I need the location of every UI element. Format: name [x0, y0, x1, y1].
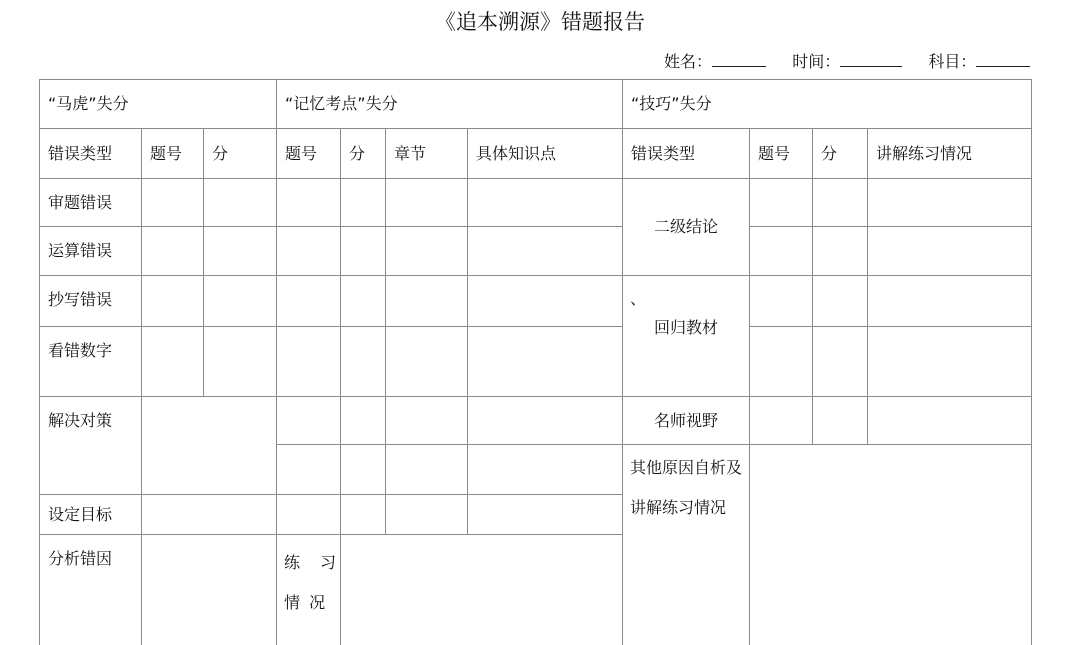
- cell[interactable]: [868, 276, 1032, 327]
- section-skill: “技巧”失分: [623, 80, 1032, 129]
- col-question-no: 题号: [142, 129, 204, 179]
- cell[interactable]: [386, 445, 468, 495]
- row-calc-error: 运算错误: [40, 227, 142, 276]
- report-meta: [664, 49, 1030, 72]
- cell[interactable]: [468, 495, 623, 535]
- row-set-goal: 设定目标: [40, 495, 142, 535]
- cell[interactable]: [750, 397, 813, 445]
- cell[interactable]: [142, 276, 204, 327]
- other-reason-cell[interactable]: [750, 445, 1032, 645]
- cell[interactable]: [204, 327, 277, 397]
- cell[interactable]: [277, 179, 341, 227]
- analyze-cause-cell[interactable]: [142, 535, 277, 645]
- cell[interactable]: [868, 397, 1032, 445]
- cell[interactable]: [277, 495, 341, 535]
- practice-line-2: 情 况: [284, 593, 328, 612]
- cell[interactable]: [204, 227, 277, 276]
- cell[interactable]: [868, 327, 1032, 397]
- cell[interactable]: [868, 179, 1032, 227]
- cell[interactable]: [813, 227, 868, 276]
- cell[interactable]: [813, 179, 868, 227]
- cell[interactable]: [868, 227, 1032, 276]
- col-explain-practice: 讲解练习情况: [868, 129, 1032, 179]
- page-title: 《追本溯源》错题报告: [435, 10, 645, 34]
- cell[interactable]: [142, 227, 204, 276]
- time-label: 时间：: [792, 52, 841, 71]
- cell[interactable]: [813, 327, 868, 397]
- section-careless: “马虎”失分: [40, 80, 277, 129]
- subject-field[interactable]: [976, 52, 1030, 67]
- skill-teacher-view: 名师视野: [623, 397, 750, 445]
- col-error-type: 错误类型: [40, 129, 142, 179]
- cell[interactable]: [277, 227, 341, 276]
- back-to-textbook-label: 回归教材: [653, 318, 718, 337]
- cell[interactable]: [277, 397, 341, 445]
- cell[interactable]: [386, 397, 468, 445]
- cell[interactable]: [468, 276, 623, 327]
- cell[interactable]: [468, 179, 623, 227]
- skill-back-to-textbook: [623, 276, 750, 397]
- cell[interactable]: [750, 227, 813, 276]
- cell[interactable]: [341, 397, 386, 445]
- cell[interactable]: [750, 276, 813, 327]
- cell[interactable]: [813, 397, 868, 445]
- solution-cell[interactable]: [142, 397, 277, 495]
- practice-status-cell[interactable]: [341, 535, 623, 645]
- cell[interactable]: [813, 276, 868, 327]
- cell[interactable]: [468, 227, 623, 276]
- col-knowledge-point: 具体知识点: [468, 129, 623, 179]
- cell[interactable]: [341, 495, 386, 535]
- col-skill-score: 分: [813, 129, 868, 179]
- cell[interactable]: [142, 179, 204, 227]
- cell[interactable]: [468, 327, 623, 397]
- col-memory-score: 分: [341, 129, 386, 179]
- practice-line-1: 练 习: [284, 553, 339, 572]
- comma-mark: 、: [630, 289, 647, 308]
- name-field[interactable]: [712, 52, 766, 67]
- cell[interactable]: [341, 445, 386, 495]
- row-analyze-cause: 分析错因: [40, 535, 142, 645]
- cell[interactable]: [142, 327, 204, 397]
- row-solution: 解决对策: [40, 397, 142, 495]
- cell[interactable]: [341, 276, 386, 327]
- cell[interactable]: [386, 276, 468, 327]
- cell[interactable]: [468, 445, 623, 495]
- time-field[interactable]: [840, 52, 902, 67]
- col-score: 分: [204, 129, 277, 179]
- col-memory-question-no: 题号: [277, 129, 341, 179]
- row-misread-number: 看错数字: [40, 327, 142, 397]
- col-skill-question-no: 题号: [750, 129, 813, 179]
- name-label: 姓名：: [664, 52, 713, 71]
- cell[interactable]: [386, 327, 468, 397]
- cell[interactable]: [386, 495, 468, 535]
- cell[interactable]: [277, 327, 341, 397]
- set-goal-cell[interactable]: [142, 495, 277, 535]
- col-chapter: 章节: [386, 129, 468, 179]
- cell[interactable]: [386, 227, 468, 276]
- cell[interactable]: [750, 179, 813, 227]
- practice-status-label: [277, 535, 341, 645]
- cell[interactable]: [386, 179, 468, 227]
- cell[interactable]: [341, 227, 386, 276]
- row-review-error: 审题错误: [40, 179, 142, 227]
- cell[interactable]: [277, 276, 341, 327]
- cell[interactable]: [277, 445, 341, 495]
- cell[interactable]: [750, 327, 813, 397]
- cell[interactable]: [341, 327, 386, 397]
- col-skill-error-type: 错误类型: [623, 129, 750, 179]
- cell[interactable]: [468, 397, 623, 445]
- subject-label: 科目：: [928, 52, 977, 71]
- skill-second-conclusion: 二级结论: [623, 179, 750, 276]
- section-memory: “记忆考点”失分: [277, 80, 623, 129]
- cell[interactable]: [204, 179, 277, 227]
- other-reason-label: 其他原因自析及讲解练习情况: [623, 445, 750, 645]
- cell[interactable]: [204, 276, 277, 327]
- row-copy-error: 抄写错误: [40, 276, 142, 327]
- cell[interactable]: [341, 179, 386, 227]
- error-report-table: [39, 79, 1032, 645]
